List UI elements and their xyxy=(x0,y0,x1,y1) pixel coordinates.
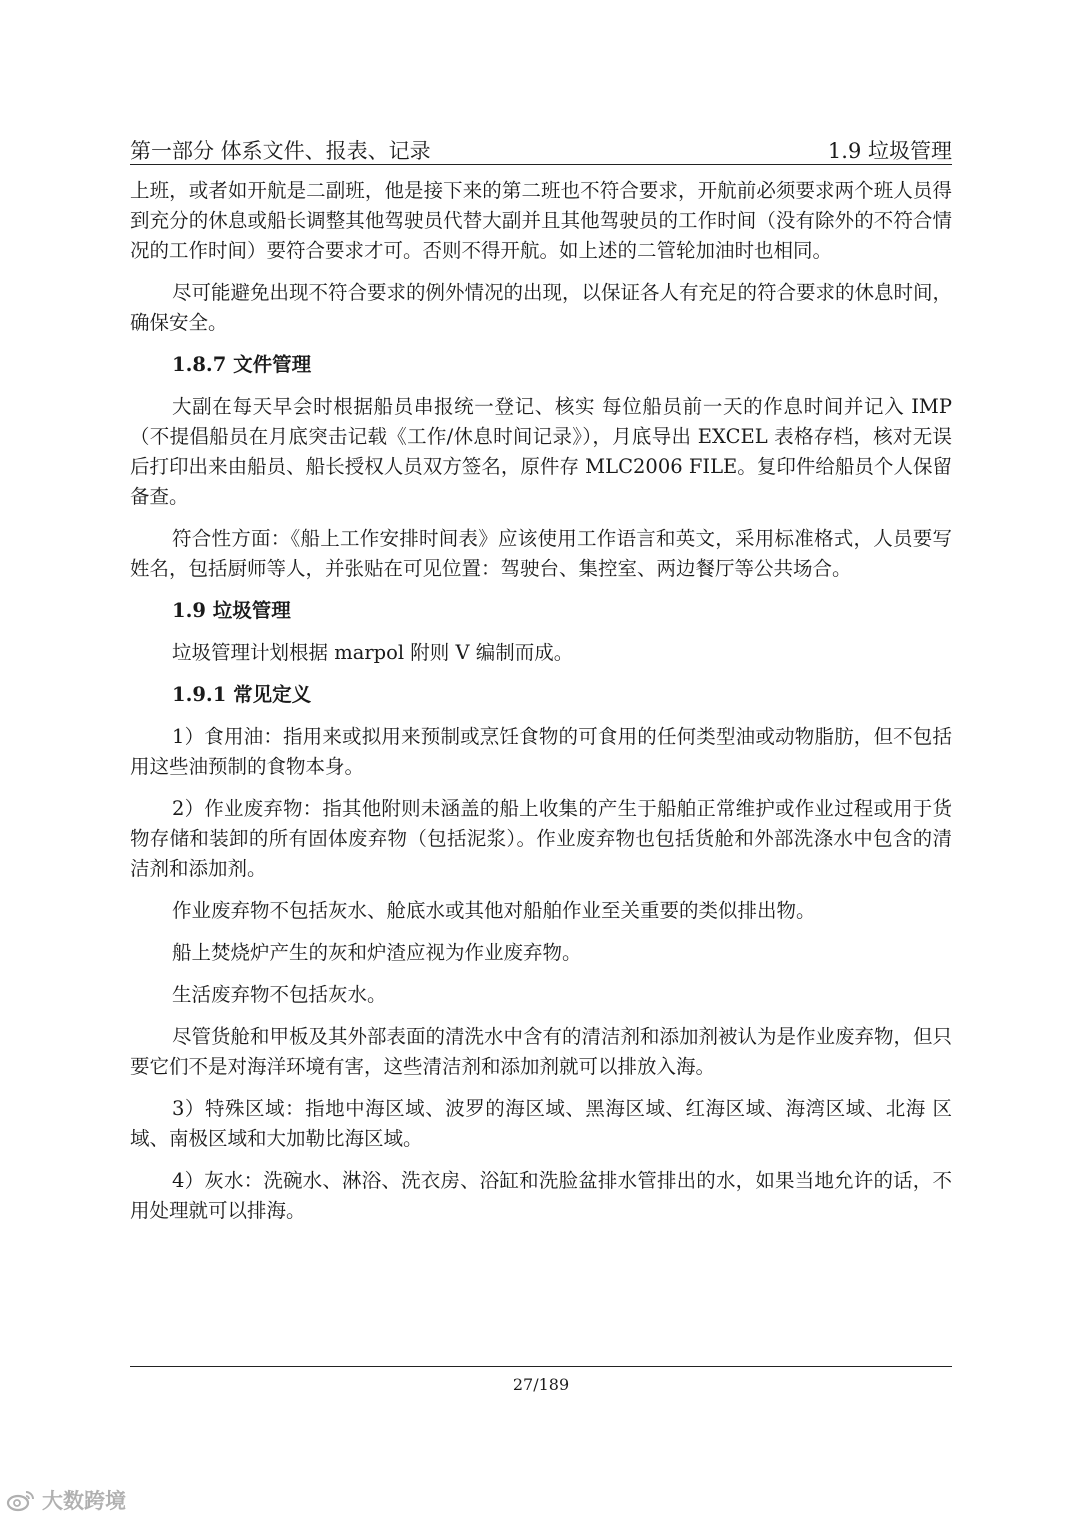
paragraph: 符合性方面：《船上工作安排时间表》应该使用工作语言和英文，采用标准格式，人员要写姓名，包括厨师等人，并张贴在可见位置：驾驶台、集控室、两边餐厅等公共场合。 xyxy=(130,527,952,580)
page-header xyxy=(130,128,952,164)
section-heading: 1.9.1 常见定义 xyxy=(172,683,312,706)
definition-item: 1）食用油：指用来或拟用来预制或烹饪食物的可食用的任何类型油或动物脂肪，但不包括用这些油预制的食物本身。 xyxy=(130,725,952,778)
watermark-text: 大数跨境 xyxy=(42,1489,126,1513)
header-divider xyxy=(130,164,952,165)
header-section-title: 第一部分 体系文件、报表、记录 xyxy=(130,139,431,163)
section-heading: 1.8.7 文件管理 xyxy=(172,353,312,376)
definition-item: 3）特殊区域：指地中海区域、波罗的海区域、黑海区域、红海区域、海湾区域、北海 区域、南极区域和大加勒比海区域。 xyxy=(130,1097,952,1150)
header-chapter-title: 1.9 垃圾管理 xyxy=(827,139,952,163)
page-number: 27/189 xyxy=(512,1375,570,1394)
document-body xyxy=(130,176,952,1238)
paragraph: 尽管货舱和甲板及其外部表面的清洗水中含有的清洁剂和添加剂被认为是作业废弃物，但只要它们不是对海洋环境有害，这些清洁剂和添加剂就可以排放入海。 xyxy=(130,1025,953,1078)
weibo-logo-icon xyxy=(6,1488,36,1512)
watermark xyxy=(6,1480,126,1520)
definition-item: 2）作业废弃物：指其他附则未涵盖的船上收集的产生于船舶正常维护或作业过程或用于货物存储和装卸的所有固体废弃物（包括泥浆）。作业废弃物也包括货舱和外部洗涤水中包含的清洁剂和添加剂。 xyxy=(130,797,952,880)
paragraph: 大副在每天早会时根据船员串报统一登记、核实 每位船员前一天的作息时间并记入 IMP（不提倡船员在月底突击记载《工作/休息时间记录》），月底导出 EXCEL 表格存档，核对无误后打印出来由船员、船长授权人员双方签名，原件存 MLC2006 FILE。复印件给船员个人保留备查。 xyxy=(130,395,952,508)
paragraph: 生活废弃物不包括灰水。 xyxy=(172,983,387,1006)
section-heading: 1.9 垃圾管理 xyxy=(172,599,291,622)
paragraph: 尽可能避免出现不符合要求的例外情况的出现，以保证各人有充足的符合要求的休息时间，确保安全。 xyxy=(130,281,953,334)
definition-item: 4）灰水：洗碗水、淋浴、洗衣房、浴缸和洗脸盆排水管排出的水，如果当地允许的话，不用处理就可以排海。 xyxy=(130,1169,952,1222)
paragraph: 上班，或者如开航是二副班，他是接下来的第二班也不符合要求，开航前必须要求两个班人员得到充分的休息或船长调整其他驾驶员代替大副并且其他驾驶员的工作时间（没有除外的不符合情况的工作时间）要符合要求才可。否则不得开航。如上述的二管轮加油时也相同。 xyxy=(130,179,952,262)
footer-divider xyxy=(130,1366,952,1367)
paragraph: 船上焚烧炉产生的灰和炉渣应视为作业废弃物。 xyxy=(172,941,582,964)
paragraph: 垃圾管理计划根据 marpol 附则 V 编制而成。 xyxy=(172,641,574,664)
paragraph: 作业废弃物不包括灰水、舱底水或其他对船舶作业至关重要的类似排出物。 xyxy=(172,899,816,922)
